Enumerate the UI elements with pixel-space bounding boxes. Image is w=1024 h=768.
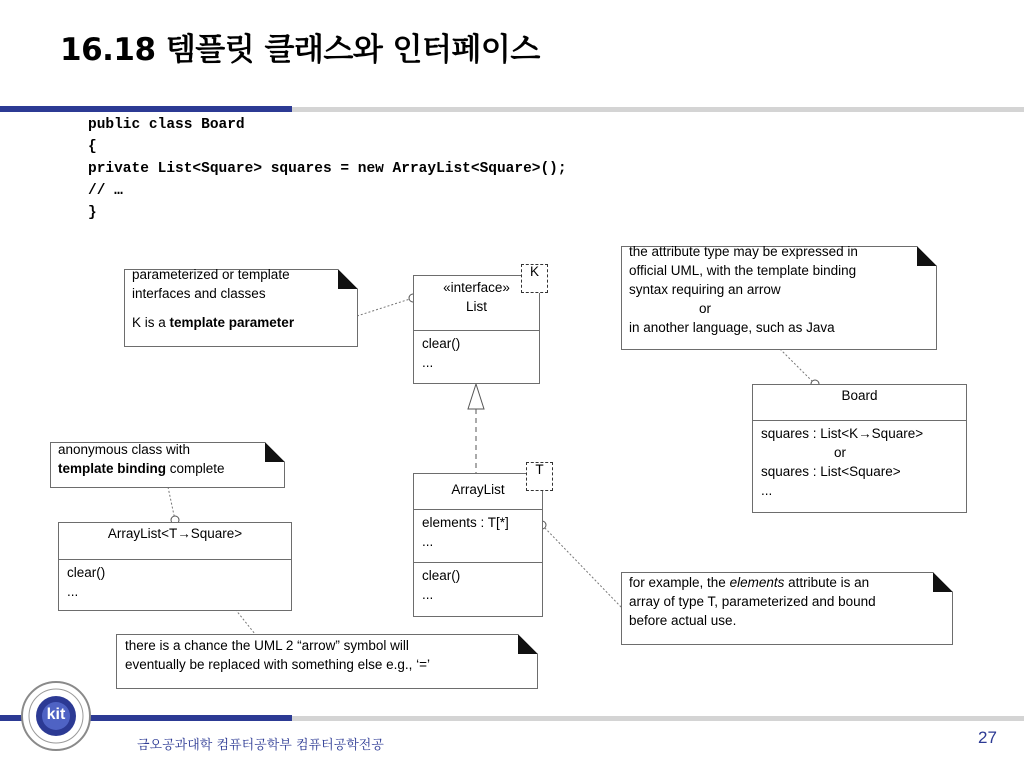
- note-attr-line3: syntax requiring an arrow: [629, 282, 781, 297]
- class-arraylist-bound-name: ArrayList<T→Square>: [107, 526, 243, 541]
- class-arraylist-attr-1: elements : T[*]: [422, 515, 509, 530]
- note-chance-line2: eventually be replaced with something else e.g., ‘=’: [125, 657, 431, 672]
- note-example-line3: before actual use.: [629, 613, 737, 628]
- note-fold-icon: [917, 246, 937, 266]
- note-example-line1: [622, 573, 952, 592]
- class-board: [752, 384, 967, 513]
- page-number: 27: [978, 728, 997, 747]
- note-fold-icon: [518, 634, 538, 654]
- class-board-name: Board: [841, 388, 878, 403]
- note-parameterized-line1: parameterized or template: [132, 267, 290, 282]
- code-line-1: public class Board: [88, 117, 245, 133]
- class-arraylist: [413, 473, 543, 617]
- note-fold-icon: [265, 442, 285, 462]
- note-parameterized-line3-prefix: K is a: [132, 315, 170, 330]
- note-anon-line2: [51, 459, 284, 478]
- note-parameterized-line3-bold: template parameter: [169, 315, 295, 330]
- class-list-op-2: ...: [422, 355, 434, 370]
- class-arraylist-attr-2: ...: [422, 534, 434, 549]
- note-example: [621, 572, 953, 645]
- code-line-3: private List<Square> squares = new ArrayList<Square>();: [88, 161, 567, 177]
- note-attr-line2: official UML, with the template binding: [629, 263, 857, 278]
- class-board-attr-3: ...: [761, 483, 773, 498]
- class-list-name: List: [465, 299, 487, 314]
- note-attr-line1: the attribute type may be expressed in: [629, 244, 858, 259]
- class-board-attr-2: squares : List<Square>: [761, 464, 901, 479]
- class-board-attr-or: or: [834, 445, 847, 460]
- note-fold-icon: [338, 269, 358, 289]
- footer-institution: 금오공과대학 컴퓨터공학부 컴퓨터공학전공: [137, 738, 384, 753]
- slide-title: 16.18 템플릿 클래스와 인터페이스: [60, 32, 540, 68]
- note-parameterized-line2: interfaces and classes: [132, 286, 266, 301]
- realization-arrowhead: [468, 384, 484, 409]
- note-example-line1-prefix: for example, the: [629, 575, 730, 590]
- note-example-line2: array of type T, parameterized and bound: [629, 594, 876, 609]
- class-arraylist-op-2: ...: [422, 587, 434, 602]
- class-arraylist-bound-op-1: clear(): [67, 565, 106, 580]
- class-arraylist-name: ArrayList: [451, 482, 505, 497]
- class-list-op-1: clear(): [422, 336, 461, 351]
- note-example-line1-italic: elements: [729, 575, 785, 590]
- note-attribute-type: [621, 246, 937, 350]
- footer-bar-gray: [292, 716, 1024, 721]
- connector-param-note: [357, 298, 413, 316]
- note-anonymous: [50, 442, 285, 488]
- template-param-t: T: [526, 462, 553, 491]
- note-attr-line5: in another language, such as Java: [629, 320, 835, 335]
- code-line-4: // …: [88, 183, 123, 199]
- class-arraylist-bound: [58, 522, 292, 611]
- note-anon-line2-suffix: complete: [166, 461, 225, 476]
- code-line-5: }: [88, 205, 97, 221]
- connector-example-note: [542, 525, 622, 608]
- connector-attr-note: [780, 349, 815, 384]
- code-line-2: {: [88, 139, 97, 155]
- kit-logo-text: kit: [46, 706, 66, 723]
- note-anon-line2-bold: template binding: [58, 461, 166, 476]
- template-param-k: K: [521, 264, 548, 293]
- note-fold-icon: [933, 572, 953, 592]
- class-list-stereotype: «interface»: [443, 280, 510, 295]
- connector-anon-note: [168, 487, 175, 520]
- note-anon-line1: anonymous class with: [58, 442, 191, 457]
- note-chance-line1: there is a chance the UML 2 “arrow” symbol will: [125, 638, 409, 653]
- class-arraylist-bound-op-2: ...: [67, 584, 79, 599]
- note-parameterized-line3: [125, 313, 357, 332]
- note-parameterized: [124, 269, 358, 347]
- class-arraylist-op-1: clear(): [422, 568, 461, 583]
- kit-logo: [20, 680, 92, 752]
- class-board-attr-1: squares : List<K→Square>: [761, 426, 924, 441]
- note-chance: [116, 634, 538, 689]
- note-attr-line4: or: [699, 301, 712, 316]
- note-example-line1-suffix: attribute is an: [784, 575, 870, 590]
